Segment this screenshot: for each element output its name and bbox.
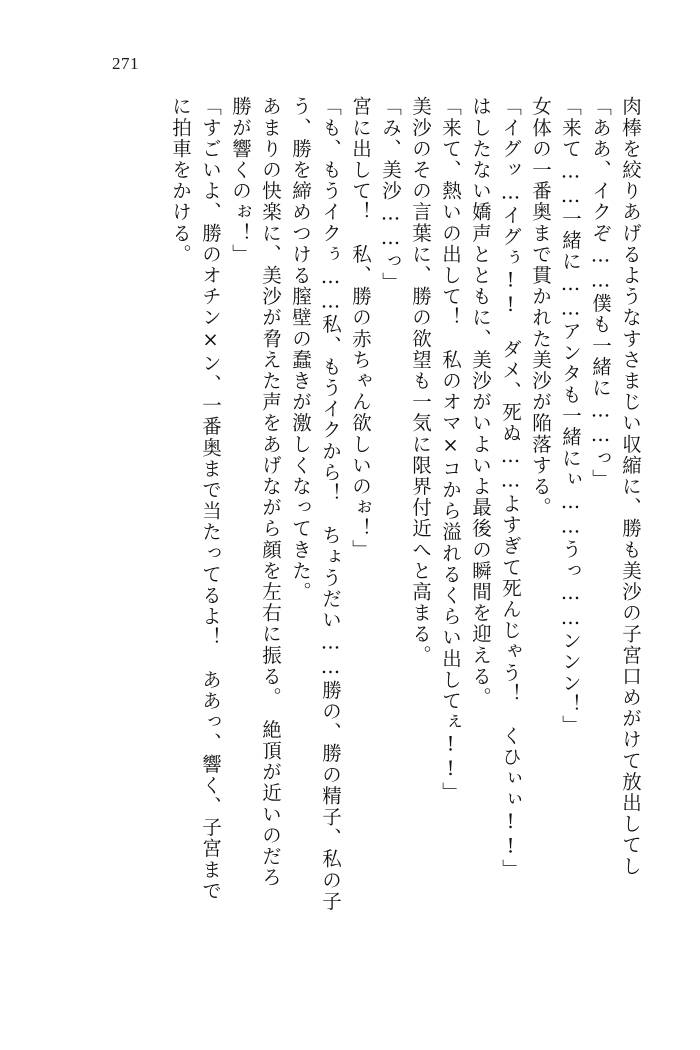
text-column: 「も、もうイクぅ……私、もうイクから！ ちょうだい……勝の、勝の精子、私の子 (319, 96, 342, 912)
text-column: はしたない嬌声とともに、美沙がいよいよ最後の瞬間を迎える。 (469, 96, 492, 708)
text-column: 肉棒を絞りあげるようなすさまじい収縮に、勝も美沙の子宮口めがけて放出してし (619, 96, 642, 877)
text-column: 勝が響くのぉ！」 (229, 96, 252, 265)
text-column: 「来て……一緒に……アンタも一緒にぃ……うっ……ンンン！」 (559, 96, 582, 736)
text-column: う、勝を締めつける膣壁の蠢きが激しくなってきた。 (289, 96, 312, 603)
text-column: 「来て、熱いの出して！ 私のオマ×コから溢れるくらい出してぇ!!」 (439, 96, 462, 803)
text-column: 宮に出して！ 私、勝の赤ちゃん欲しいのぉ！」 (349, 96, 372, 561)
text-column: に拍車をかける。 (169, 96, 192, 265)
text-column: 「ああ、イクぞ……僕も一緒に……っ」 (589, 96, 612, 490)
text-column: 「すごいよ、勝のオチン×ン、一番奥まで当たってるよ！ ああっ、響く、子宮まで (199, 96, 222, 902)
text-column: 美沙のその言葉に、勝の欲望も一気に限界付近へと高まる。 (409, 96, 432, 666)
page-number: 271 (112, 54, 139, 73)
text-column: 「イグッ…イグぅ!! ダメ、死ぬ……よすぎて死んじゃう！ くひぃぃ!!」 (499, 96, 522, 881)
text-column: 女体の一番奥まで貫かれた美沙が陥落する。 (529, 96, 552, 518)
text-column: 「み、美沙……っ」 (379, 96, 402, 293)
vertical-text-body (160, 96, 640, 976)
text-column: あまりの快楽に、美沙が脅えた声をあげながら顔を左右に振る。 絶頂が近いのだろ (259, 96, 282, 889)
